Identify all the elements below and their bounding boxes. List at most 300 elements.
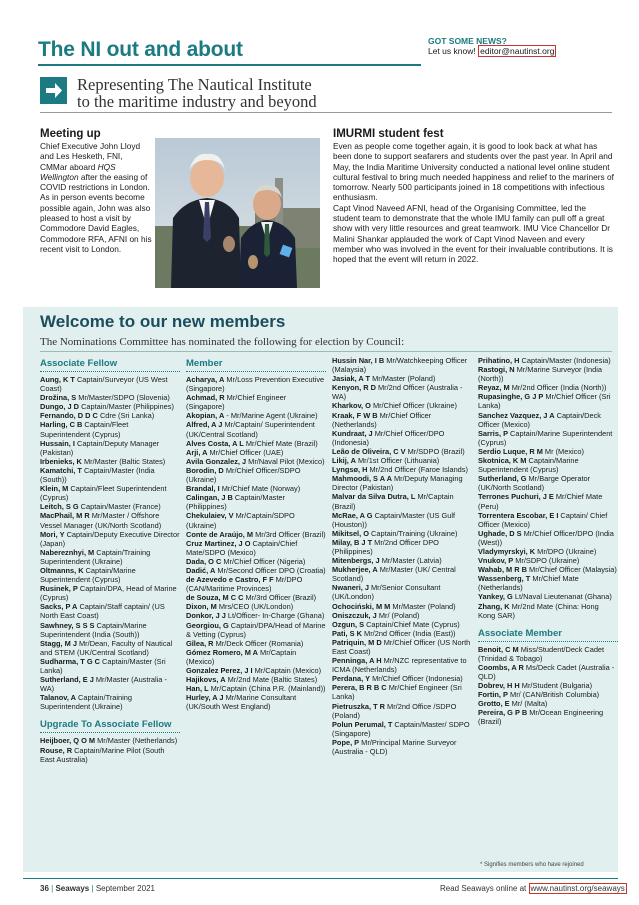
member-entry (332, 702, 472, 720)
member-name: Oltmanns, K (40, 565, 84, 575)
member-entry (186, 566, 326, 575)
member-entry (186, 602, 326, 611)
member-entry (332, 374, 472, 383)
member-role: Mr/Chief Officer (UAE) (207, 447, 284, 457)
member-entry (40, 411, 180, 420)
member-entry (478, 456, 618, 474)
member-name: Acharya, A (186, 375, 225, 384)
member-name: Milay, B J T (332, 537, 373, 547)
member-role: Lt/Officer- In-Charge (Ghana) (225, 611, 325, 621)
banner-line-1: Representing The Nautical Institute (77, 75, 312, 94)
member-entry (478, 574, 618, 592)
member-role: Mr/Master (Latvia) (379, 556, 442, 566)
member-name: Hurley, A J (186, 693, 224, 703)
member-entry (478, 592, 618, 601)
member-name: Calingan, J B (186, 493, 233, 503)
member-name: Serdio Luque, R M (478, 446, 543, 456)
banner-rule (40, 112, 612, 113)
member-name: Arji, A (186, 447, 208, 457)
member-name: Kharkov, O (332, 401, 371, 411)
member-role: Mr/Master (Poland) (390, 601, 456, 611)
member-role: Mr/Chief Officer/DPO (India (West)) (478, 528, 614, 547)
member-name: Chekulaiev, V (186, 511, 234, 521)
meeting-ship-name: HQS Wellington (40, 161, 116, 182)
member-name: Aung, K T (40, 375, 75, 384)
member-role: Mr/SDPO (Brazil) (405, 446, 465, 456)
member-name: Kamatchi, T (40, 465, 82, 475)
member-entry (40, 657, 180, 675)
header-rule (38, 64, 421, 66)
member-entry (478, 474, 618, 492)
issue-date: September 2021 (95, 884, 155, 893)
member-name: Mikitsel, O (332, 528, 369, 538)
section-heading-upgrade: Upgrade To Associate Fellow (40, 719, 180, 733)
member-name: Kenyon, R D (332, 383, 376, 393)
member-entry (186, 375, 326, 393)
member-name: Torrentera Escobar, E I (478, 510, 559, 520)
member-name: Skotnica, K M (478, 456, 527, 466)
member-entry (186, 666, 326, 675)
member-name: Ochociński, M M (332, 601, 391, 611)
member-role: Mr/2nd Officer (Australia - WA) (332, 383, 463, 402)
member-role: Captain/Marine Superintendent (Cyprus) (478, 456, 579, 475)
member-name: Fortin, P (478, 690, 508, 700)
member-entry (478, 547, 618, 556)
member-role: Mr/DPO (Ukraine) (535, 546, 597, 556)
member-role: Mr/DPO (CAN/Maritime Provinces) (186, 575, 303, 594)
member-name: MacPhail, M R (40, 511, 90, 521)
member-role: Mr/Captain (Mexico) (186, 647, 297, 666)
member-name: Borodin, D (186, 465, 224, 475)
member-role: Captain/Master (Philippines) (186, 493, 285, 512)
member-role: Mr/SDPO (Ukraine) (513, 556, 580, 566)
member-name: Terrones Puchuri, J E (478, 492, 554, 502)
member-name: Irbenieks, K (40, 456, 82, 466)
member-name: Rusinek, P (40, 584, 78, 594)
member-entry (332, 556, 472, 565)
member-name: Zhang, K (478, 601, 510, 611)
members-column-3 (332, 356, 472, 756)
member-entry (332, 447, 472, 456)
associate-member-list (478, 645, 618, 727)
member-name: Rastogi, N (478, 365, 515, 375)
member-entry (478, 492, 618, 510)
member-role: Mr/Master (Australia - WA) (40, 675, 167, 694)
member-entry (40, 736, 180, 745)
member-entry (478, 690, 618, 699)
member-role: Mr/Student (Bulgaria) (519, 681, 593, 691)
member-entry (478, 663, 618, 681)
member-role: Mr/Ocean Engineering (Brazil) (478, 708, 604, 727)
member-role: Mr/2nd Officer DPO (Philippines) (332, 537, 439, 556)
member-entry (332, 565, 472, 583)
member-entry (478, 356, 618, 365)
member-name: Likij, A (332, 456, 356, 466)
member-name: Klein, M (40, 484, 69, 494)
member-role: Mr/Master/SDPO (Slovenia) (76, 393, 170, 403)
member-name: Sudharma, T G C (40, 656, 100, 666)
news-prefix: Let us know! (428, 46, 476, 56)
member-role: Mr/Marine Consultant (UK/South West England) (186, 693, 297, 712)
member-entry (332, 401, 472, 410)
member-name: Pati, S K (332, 628, 362, 638)
meeting-heading: Meeting up (40, 128, 101, 140)
member-role: Captain/Fleet Superintendent (Cyprus) (40, 484, 167, 503)
member-role: Mr/2nd Officer (Faroe Islands) (367, 465, 468, 475)
member-role: Captain/DPA/Head of Marine & Vetting (Cyprus) (186, 620, 326, 639)
member-role: - Mr/Marine Agent (Ukraine) (224, 411, 318, 421)
member-list-c (478, 356, 618, 620)
member-name: Harling, C B (40, 420, 83, 430)
upgrade-list (40, 736, 180, 763)
member-role: Captain/Deck Officer (Mexico) (478, 410, 601, 429)
member-entry (332, 738, 472, 756)
member-role: Mr/ (Poland) (376, 610, 420, 620)
member-entry (332, 620, 472, 629)
meeting-p2: As in person events become possible again, John was also pleased to host a visit by Commodore David Eagles, Commodore RFA, AFNI on his recent visit to London. (40, 192, 152, 254)
member-role: Captain/ Chief Officer (Mexico) (478, 510, 608, 529)
member-role: Mr/Chief Engineer (Singapore) (186, 393, 287, 412)
member-entry (332, 492, 472, 510)
member-name: Dungo, J D (40, 402, 80, 412)
member-role: Captain/Training (Ukraine) (368, 528, 458, 538)
member-entry (332, 529, 472, 538)
member-name: Nwaneri, J (332, 583, 369, 593)
member-role: Mr/Chief Officer/SDPO (Ukraine) (186, 465, 301, 485)
arrow-right-icon (40, 77, 67, 104)
member-name: Kundraat, J (332, 428, 373, 438)
member-name: Leão de Oliveira, C V (332, 446, 406, 456)
member-entry (332, 611, 472, 620)
member-entry (40, 530, 180, 548)
member-entry (332, 538, 472, 556)
section-heading-member: Member (186, 358, 326, 372)
member-entry (186, 530, 326, 539)
member-name: Conte de Araújo, M (186, 529, 254, 539)
member-name: Talanov, A (40, 693, 76, 703)
member-role: Lt/Naval Lieutenanat (Ghana) (512, 592, 612, 602)
member-name: Pope, P (332, 737, 360, 747)
member-role: Mr/Captain (China P.R. (Mainland)) (208, 684, 326, 694)
member-name: Alves Costa, A L (186, 438, 244, 448)
member-entry (332, 429, 472, 447)
member-name: Perdana, Y (332, 674, 371, 684)
member-name: Jasiak, A T (332, 374, 371, 384)
member-entry (478, 411, 618, 429)
member-role: Captain/Marine Superintendent (Cyprus) (40, 565, 136, 585)
member-name: Coombs, A R (478, 662, 524, 672)
members-column-2 (186, 356, 326, 711)
member-name: Lyngsø, H (332, 465, 368, 475)
member-entry (40, 548, 180, 566)
member-name: Malvar da Silva Dutra, L (332, 492, 416, 502)
member-name: Drožina, S (40, 393, 77, 403)
member-entry (186, 493, 326, 511)
members-title: Welcome to our new members (40, 312, 286, 331)
member-entry (186, 684, 326, 693)
member-role: Captain/Training Superintendent (Ukraine) (40, 547, 151, 566)
member-role: Captain/Deputy Manager (Pakistan) (40, 438, 160, 457)
member-entry (478, 681, 618, 690)
member-entry (478, 645, 618, 663)
member-role: Mr/Chief Mate (Norway) (219, 484, 301, 494)
footer-right (440, 884, 627, 893)
member-entry (186, 439, 326, 448)
member-entry (40, 420, 180, 438)
member-entry (332, 683, 472, 701)
member-name: Dadić, A (186, 565, 216, 575)
member-role: Mr/Master (Netherlands) (95, 736, 178, 746)
member-role: Mr/3rd Officer (Brazil) (243, 593, 317, 603)
member-role: Mr/Captain (Mexico) (252, 666, 322, 675)
member-role: Mr/Chief Officer (US North East Coast) (332, 637, 471, 656)
member-role: Captain/Fleet Superintendent (Cyprus) (40, 420, 129, 439)
member-list-a (186, 375, 326, 711)
member-role: Mr/Senior Consultant (UK/London) (332, 583, 441, 602)
member-name: Dixon, M (186, 602, 217, 612)
member-role: Mr/2nd Mate (China: Hong Kong SAR) (478, 601, 599, 620)
member-entry (332, 656, 472, 674)
member-name: Patriquin, M D (332, 637, 382, 647)
member-entry (478, 565, 618, 574)
member-name: Mahmoodi, S A A (332, 474, 392, 484)
member-role: Captain/Master (Sri Lanka) (40, 656, 166, 675)
member-role: Mr (Mexico) (542, 446, 584, 456)
news-email-link[interactable]: editor@nautinst.org (480, 46, 555, 56)
member-role: Captain/Chief Mate/SDPO (Mexico) (186, 538, 298, 557)
member-entry (40, 511, 180, 529)
member-name: Ughade, D S (478, 528, 522, 538)
member-name: Yankey, G (478, 592, 513, 602)
member-name: Sutherland, E J (40, 675, 94, 685)
member-entry (478, 392, 618, 410)
member-role: Mr/NZC representative to ICMA (Netherlands) (332, 656, 467, 675)
member-name: Pietruszka, T R (332, 701, 385, 711)
member-role: Captain/Marine Pilot (South East Australia) (40, 745, 165, 764)
member-role: Mr/Deck Officer (Romania) (213, 638, 304, 648)
member-role: Captain/Staff captain/ (US North East Coast) (40, 602, 165, 621)
member-name: Oniszczuk, J (332, 610, 377, 620)
member-name: Reyaz, M (478, 383, 510, 393)
member-role: Mr/Chief Officer (Indonesia) (370, 674, 463, 684)
member-role: Mr/Chief Officer/DPO (Indonesia) (332, 428, 445, 447)
member-role: Mr/2nd Officer (India (East)) (361, 628, 456, 638)
member-name: Benoit, C M (478, 644, 519, 654)
member-entry (332, 674, 472, 683)
member-entry (478, 602, 618, 620)
member-name: Vnukov, P (478, 556, 514, 566)
member-name: Pereira, G P B (478, 708, 528, 718)
member-name: Donkor, J J (186, 611, 226, 621)
member-role: Mr/Chief Mate (Brazil) (243, 438, 318, 448)
member-entry (186, 511, 326, 529)
member-entry (186, 621, 326, 639)
member-role: Mr/Naval Pilot (Mexico) (246, 456, 325, 466)
member-name: Nabereznhyi, M (40, 547, 95, 557)
member-role: Captain/Surveyor (US West Coast) (40, 375, 168, 394)
member-role: Captain/Chief Mate (Cyprus) (364, 619, 460, 629)
member-entry (40, 675, 180, 693)
member-entry (478, 383, 618, 392)
member-list-b (332, 356, 472, 756)
member-name: McRae, A G (332, 510, 373, 520)
member-role: Captain/Marine Superintendent (India (South)) (40, 620, 147, 639)
meeting-text (40, 141, 152, 254)
member-name: Gonzalez Perez, J I (186, 666, 253, 675)
associate-fellow-list (40, 375, 180, 711)
member-role: Mr/Barge Operator (UK/North Scotland) (478, 474, 591, 493)
member-entry (40, 439, 180, 457)
member-name: Leitch, S G (40, 502, 79, 512)
members-subtitle: The Nominations Committee has nominated the following for election by Council: (40, 336, 405, 348)
member-name: Rouse, R (40, 745, 73, 755)
member-name: Hussin Nar, I B (332, 356, 385, 365)
member-name: Sanchez Vazquez, J A (478, 410, 555, 420)
page-number: 36 (40, 884, 49, 893)
member-name: Ozgun, S (332, 619, 365, 629)
member-entry (40, 502, 180, 511)
member-entry (478, 699, 618, 708)
member-name: Wahab, M R B (478, 565, 527, 575)
member-role: Mr/Chief Mate (Netherlands) (478, 574, 579, 593)
member-entry (478, 708, 618, 726)
member-name: Perera, B R B C (332, 683, 387, 693)
member-name: Hussain, I (40, 438, 75, 448)
member-entry (186, 484, 326, 493)
member-entry (478, 429, 618, 447)
news-box (428, 36, 556, 56)
member-entry (186, 466, 326, 484)
member-role: Mr/2nd Officer (India (North)) (509, 383, 607, 393)
member-role: Captain/Master (US Gulf (Houston)) (332, 510, 456, 529)
member-role: Mr/1st Officer (Lithuania) (355, 456, 440, 466)
member-role: Captain/Training Superintendent (Ukraine) (40, 693, 133, 712)
banner-text (77, 76, 317, 110)
member-entry (332, 465, 472, 474)
member-entry (186, 557, 326, 566)
member-name: Fernando, D D C (40, 411, 98, 421)
member-name: Sutherland, G (478, 474, 527, 484)
banner-line-2: to the maritime industry and beyond (77, 92, 317, 111)
member-name: Sawhney, S S S (40, 620, 95, 630)
imurmi-p2: Capt Vinod Naveed AFNI, head of the Organising Committee, led the student team to demonstrate that the whole IMU family can pull off a great show with very little resources and great teamwork. IMU Vice Chancellor Dr Malini Shankar applauded the work of Capt Vinod Naveen and every member who was involved in the event for their invaluable contributions. It is hoped that the event will return in 2022. (333, 202, 613, 265)
imurmi-heading: IMURMI student fest (333, 128, 444, 140)
member-role: Mr/Second Officer DPO (Croatia) (215, 565, 326, 575)
member-entry (186, 611, 326, 620)
member-entry (186, 593, 326, 602)
member-role: Captain/Master (Philippines) (79, 402, 174, 412)
member-entry (332, 583, 472, 601)
footer-left: 36 | Seaways | September 2021 (40, 884, 155, 893)
member-name: Georgiou, G (186, 620, 229, 630)
section-heading-associate-fellow: Associate Fellow (40, 358, 180, 372)
member-entry (40, 584, 180, 602)
member-role: Mrs/CEO (UK/London) (216, 602, 294, 612)
meeting-p1-b: after the easing of COVID restrictions in London. (40, 171, 150, 193)
member-name: Mukherjee, A (332, 565, 378, 575)
member-entry (186, 693, 326, 711)
member-name: Stagg, M J (40, 638, 77, 648)
member-role: Captain/DPA, Head of Marine (Cyprus) (40, 584, 177, 603)
member-entry (186, 448, 326, 457)
member-role: Miss/Student/Deck Cadet (Trinidad & Tobago) (478, 644, 605, 663)
member-role: Captain/Master/ SDPO (Singapore) (332, 719, 470, 738)
member-role: Mr/Marine Surveyor (India (North)) (478, 365, 603, 384)
member-entry (40, 746, 180, 764)
member-name: Sacks, P A (40, 602, 78, 612)
member-entry (332, 602, 472, 611)
member-name: Vladymyrskyi, K (478, 546, 536, 556)
member-role: Mr/Captain/ Superintendent (UK/Central Scotland) (186, 420, 315, 439)
member-entry (478, 556, 618, 565)
member-role: Captain/Marine Superintendent (Cyprus) (478, 428, 613, 447)
member-role: Captain/Master (India (South)) (40, 465, 155, 485)
member-role: Captain/Deputy Executive Director (Japan) (40, 529, 180, 548)
seaways-url-link[interactable]: www.nautinst.org/seaways (530, 884, 625, 893)
member-role: Mr/Chief Officer (Malaysia) (527, 565, 617, 575)
member-entry (332, 638, 472, 656)
member-role: Mr/Chief Officer (Nigeria) (221, 556, 306, 566)
rejoined-footnote: * Signifies members who have rejoined (480, 862, 584, 868)
member-entry (332, 411, 472, 429)
member-entry (332, 383, 472, 401)
member-entry (478, 511, 618, 529)
read-online-prefix: Read Seaways online at (440, 884, 527, 893)
magazine-name: Seaways (55, 884, 90, 893)
imurmi-text (333, 141, 615, 265)
meeting-photo (155, 138, 320, 288)
member-entry (332, 356, 472, 374)
members-rule (40, 351, 612, 352)
member-entry (332, 474, 472, 492)
member-name: Gómez Romero, M A (186, 647, 258, 657)
member-entry (186, 420, 326, 438)
member-name: Achmad, R (186, 393, 225, 403)
member-entry (186, 639, 326, 648)
page-title: The NI out and about (38, 38, 243, 61)
member-role: Mr/ (Malta) (509, 699, 548, 709)
member-role: Mr/Watchkeeping Officer (Malaysia) (332, 356, 468, 375)
member-name: de Azevedo e Castro, F F (186, 575, 274, 585)
member-entry (40, 602, 180, 620)
member-role: Captain/Master (France) (78, 502, 161, 512)
news-title: GOT SOME NEWS? (428, 36, 507, 46)
member-entry (40, 375, 180, 393)
member-entry (478, 529, 618, 547)
member-entry (186, 411, 326, 420)
member-role: Mr/Chief Engineer (Sri Lanka) (332, 683, 462, 702)
member-role: Mr/Chief Officer (Netherlands) (332, 410, 432, 429)
member-name: Dada, O C (186, 556, 222, 566)
member-entry (186, 648, 326, 666)
member-name: Han, L (186, 684, 209, 694)
member-name: Mitenbergs, J (332, 556, 380, 566)
member-role: Mr/Master (Poland) (370, 374, 436, 384)
member-entry (332, 629, 472, 638)
member-role: Mr/ (CAN/British Columbia) (507, 690, 600, 700)
member-entry (186, 539, 326, 557)
member-entry (40, 402, 180, 411)
member-name: Kraak, F W B (332, 410, 378, 420)
section-heading-associate-member: Associate Member (478, 628, 618, 642)
footer-rule (23, 878, 618, 879)
member-entry (186, 393, 326, 411)
member-entry (40, 484, 180, 502)
member-name: Dobrev, H H (478, 681, 520, 691)
member-role: Mr/Master / Offshore Vessel Manager (UK/North Scotland) (40, 511, 162, 530)
member-entry (332, 456, 472, 465)
member-name: Penninga, A H (332, 656, 382, 666)
